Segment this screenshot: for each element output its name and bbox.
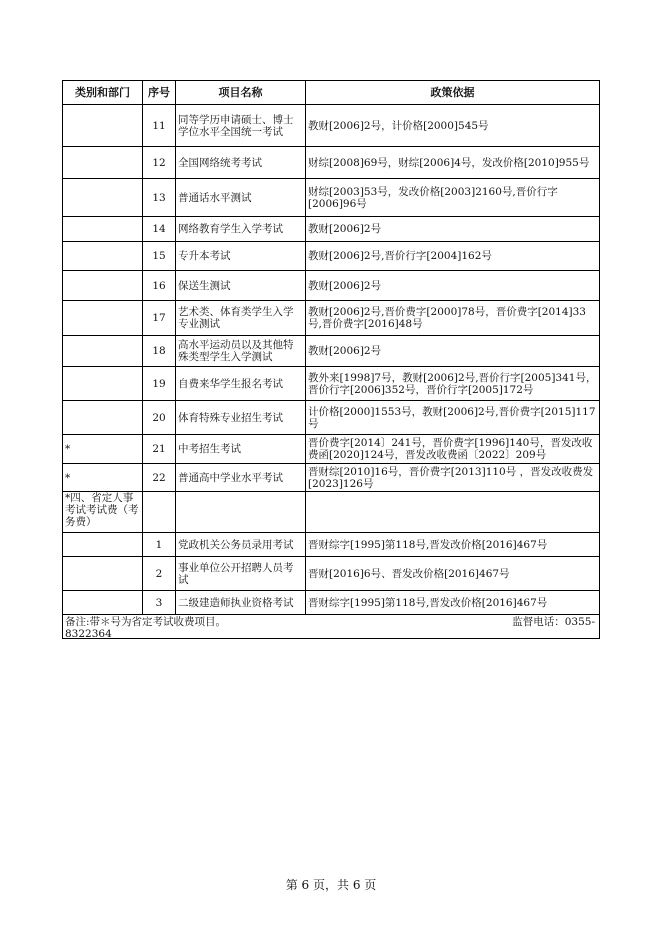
table-row (63, 147, 600, 179)
cell-name: 普通话水平测试 (176, 179, 306, 217)
cell-basis: 财综[2003]53号，发改价格[2003]2160号,晋价行字[2006]96号 (306, 179, 600, 217)
page-footer: 第 6 页，共 6 页 (285, 878, 377, 892)
cell-category (63, 217, 143, 242)
cell-seq: 15 (143, 242, 176, 271)
cell-name: 二级建造师执业资格考试 (176, 591, 306, 615)
cell-category (63, 336, 143, 367)
table-header-row (63, 81, 600, 105)
cell-category (63, 242, 143, 271)
cell-category: *四、省定人事考试考试费（考务费） (63, 492, 143, 533)
cell-seq: 21 (143, 435, 176, 464)
remark-text: 备注:带＊号为省定考试收费项目。 (65, 616, 227, 628)
table-row (63, 242, 600, 271)
cell-seq: 22 (143, 464, 176, 492)
cell-basis: 晋财综字[1995]第118号,晋发改价格[2016]467号 (306, 591, 600, 615)
cell-name: 普通高中学业水平考试 (176, 464, 306, 492)
cell-basis: 计价格[2000]1553号，教财[2006]2号,晋价费字[2015]117号 (306, 401, 600, 435)
table-row (63, 401, 600, 435)
header-name: 项目名称 (176, 81, 306, 105)
cell-basis: 晋财综字[1995]第118号,晋发改价格[2016]467号 (306, 533, 600, 557)
cell-basis: 教外来[1998]7号，教财[2006]2号,晋价行字[2005]341号，晋价行字[2006]352号，晋价行字[2005]172号 (306, 367, 600, 401)
cell-basis: 晋价费字[2014〕241号，晋价费字[1996]140号，晋发改收费函[2020]124号，晋发改收费函〔2022〕209号 (306, 435, 600, 464)
cell-name: 专升本考试 (176, 242, 306, 271)
table-row (63, 217, 600, 242)
cell-basis: 财综[2008]69号，财综[2006]4号，发改价格[2010]955号 (306, 147, 600, 179)
cell-seq: 12 (143, 147, 176, 179)
table-row (63, 367, 600, 401)
cell-name: 中考招生考试 (176, 435, 306, 464)
table-row (63, 464, 600, 492)
cell-seq: 18 (143, 336, 176, 367)
cell-seq (143, 492, 176, 533)
cell-name: 事业单位公开招聘人员考试 (176, 557, 306, 591)
note-row (63, 615, 600, 639)
hotline-number-continuation: 8322364 (65, 628, 112, 639)
cell-basis (306, 492, 600, 533)
cell-seq: 13 (143, 179, 176, 217)
cell-basis: 教财[2006]2号,晋价行字[2004]162号 (306, 242, 600, 271)
cell-category (63, 557, 143, 591)
table-row (63, 492, 600, 533)
cell-basis: 教财[2006]2号 (306, 271, 600, 301)
cell-seq: 1 (143, 533, 176, 557)
cell-basis: 晋财综[2010]16号，晋价费字[2013]110号 ，晋发改收费发[2023]126号 (306, 464, 600, 492)
cell-seq: 16 (143, 271, 176, 301)
cell-basis: 教财[2006]2号 (306, 217, 600, 242)
note-cell (63, 615, 600, 639)
cell-seq: 17 (143, 301, 176, 336)
cell-seq: 20 (143, 401, 176, 435)
cell-name: 体育特殊专业招生考试 (176, 401, 306, 435)
table-row (63, 336, 600, 367)
cell-name (176, 492, 306, 533)
cell-basis: 教财[2006]2号，计价格[2000]545号 (306, 105, 600, 147)
fee-policy-table (62, 80, 600, 639)
cell-name: 自费来华学生报名考试 (176, 367, 306, 401)
cell-seq: 2 (143, 557, 176, 591)
hotline-text: 监督电话：0355- (512, 616, 595, 628)
cell-name: 同等学历申请硕士、博士学位水平全国统一考试 (176, 105, 306, 147)
fee-table-sheet (62, 80, 599, 639)
cell-seq: 11 (143, 105, 176, 147)
cell-seq: 14 (143, 217, 176, 242)
cell-basis: 教财[2006]2号 (306, 336, 600, 367)
cell-basis: 晋财[2016]6号、晋发改价格[2016]467号 (306, 557, 600, 591)
cell-name: 保送生测试 (176, 271, 306, 301)
cell-category (63, 301, 143, 336)
cell-category (63, 401, 143, 435)
cell-category: * (63, 435, 143, 464)
cell-category (63, 147, 143, 179)
cell-name: 网络教育学生入学考试 (176, 217, 306, 242)
cell-category (63, 533, 143, 557)
cell-category: * (63, 464, 143, 492)
table-row (63, 591, 600, 615)
cell-category (63, 179, 143, 217)
table-row (63, 179, 600, 217)
cell-name: 艺术类、体育类学生入学专业测试 (176, 301, 306, 336)
cell-category (63, 591, 143, 615)
cell-name: 高水平运动员以及其他特殊类型学生入学测试 (176, 336, 306, 367)
cell-basis: 教财[2006]2号,晋价费字[2000]78号，晋价费字[2014]33号,晋价费字[2016]48号 (306, 301, 600, 336)
header-seq: 序号 (143, 81, 176, 105)
cell-name: 全国网络统考考试 (176, 147, 306, 179)
table-row (63, 271, 600, 301)
table-row (63, 105, 600, 147)
cell-seq: 3 (143, 591, 176, 615)
header-category: 类别和部门 (63, 81, 143, 105)
cell-seq: 19 (143, 367, 176, 401)
table-row (63, 533, 600, 557)
cell-name: 党政机关公务员录用考试 (176, 533, 306, 557)
table-row (63, 435, 600, 464)
table-row (63, 557, 600, 591)
header-basis: 政策依据 (306, 81, 600, 105)
cell-category (63, 105, 143, 147)
cell-category (63, 271, 143, 301)
table-row (63, 301, 600, 336)
cell-category (63, 367, 143, 401)
